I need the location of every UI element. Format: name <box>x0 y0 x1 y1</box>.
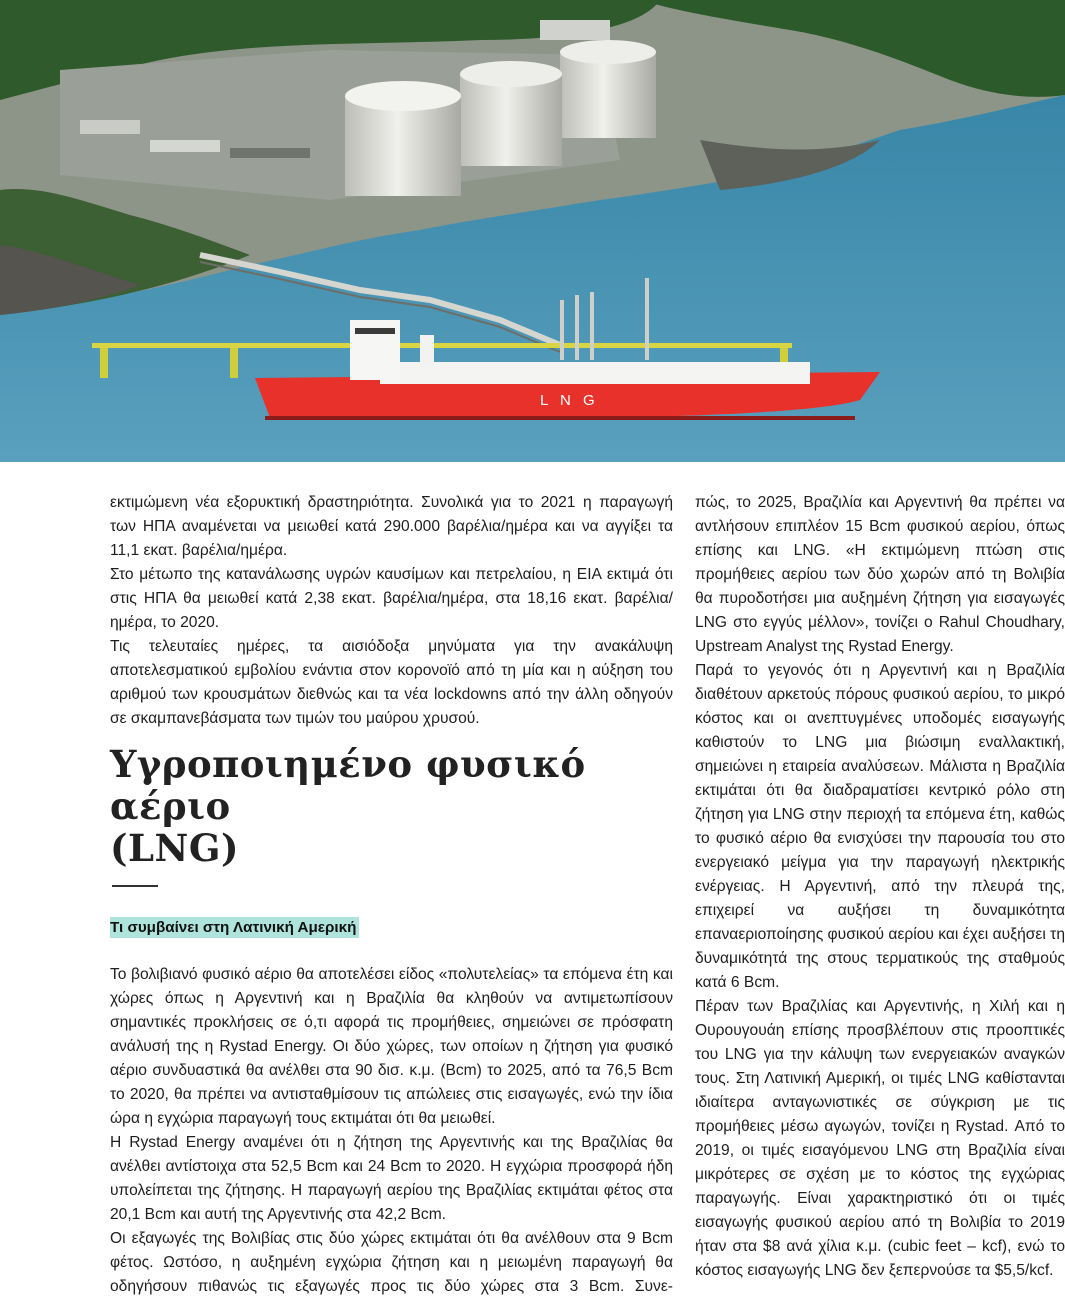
body-paragraph-3: Οι εξαγωγές της Βολιβίας στις δύο χώρες εκτιμάται ότι θα ανέλθουν στα 9 Bcm φέτος. Ωστόσο, η αυξημένη εγχώρια ζήτηση και η μειωμένη παραγωγή θα οδηγήσουν πιθανώς τις εξαγωγές προς τις δύο χώρες στα 3 Bcm. Συνε- <box>110 1230 673 1295</box>
intro-paragraph-2: Στο μέτωπο της κατανάλωσης υγρών καυσίμων και πετρελαίου, η ΕΙΑ εκτιμά ότι στις ΗΠΑ θα μειωθεί κατά 2,38 εκατ. βαρέλια/ημέρα, στα 18,16 εκατ. βαρέλια/ημέρα, το 2020. <box>110 566 673 631</box>
right-paragraph-1: πώς, το 2025, Βραζιλία και Αργεντινή θα πρέπει να αντλήσουν επιπλέον 15 Bcm φυσικού αερίου, όπως επίσης και LNG. «Η εκτιμώμενη πτώση στις προμήθειες αερίου των δύο χωρών από τη Βολιβία θα πυροδοτήσει μια αυξημένη ζήτηση για εισαγωγές LNG στο εγγύς μέλλον», τονίζει ο Rahul Choudhary, Upstream Analyst της Rystad Energy. <box>695 494 1065 655</box>
intro-paragraph-3: Τις τελευταίες ημέρες, τα αισιόδοξα μηνύματα για την ανακάλυψη αποτελεσματικού εμβολίου ενάντια στον κορονοϊό από τη μία και η αύξηση του αριθμού των κρουσμάτων διεθνώς και τα νέα lockdowns από την άλλη οδηγούν σε σκαμπανεβάσματα των τιμών του μαύρου χρυσού. <box>110 638 673 727</box>
right-paragraph-2: Παρά το γεγονός ότι η Αργεντινή και η Βραζιλία διαθέτουν αρκετούς πόρους φυσικού αερίου, το μικρό κόστος και οι ανεπτυγμένες υποδομές εισαγωγής καθιστούν το LNG μια βιώσιμη εναλλακτική, σημειώνει η εταιρεία αναλύσεων. Μάλιστα η Βραζιλία εκτιμάται ότι θα διαδραματίσει κεντρικό ρόλο στη ζήτηση για LNG στην περιοχή τα επόμενα έτη, καθώς το φυσικό αέριο θα ενισχύσει την παρουσία του στο ενεργειακό μείγμα για την παραγωγή ηλεκτρικής ενέργειας. Η Αργεντινή, από την πλευρά της, επιχειρεί να αυξήσει τη δυναμικότητα επαναεριοποίησης φυσικού αερίου και έχει αυξήσει τη δυναμικότητά της στους τερματικούς της σταθμούς κατά 6 Bcm. <box>695 662 1065 991</box>
right-column <box>695 491 1065 1283</box>
heading-divider <box>112 885 158 887</box>
left-column <box>110 491 673 1299</box>
section-heading-line-1: Υγροποιημένο φυσικό αέριο <box>110 742 586 828</box>
intro-paragraph-1: εκτιμώμενη νέα εξορυκτική δραστηριότητα. Συνολικά για το 2021 η παραγωγή των ΗΠΑ αναμένεται να μειωθεί κατά 290.000 βαρέλια/ημέρα και να αγγίξει τα 11,1 εκατ. βαρέλια/ημέρα. <box>110 494 673 559</box>
lng-terminal-photo <box>0 0 1065 462</box>
right-paragraph-3: Πέραν των Βραζιλίας και Αργεντινής, η Χιλή και η Ουρουγουάη επίσης προσβλέπουν στις προοπτικές του LNG για την κάλυψη των ενεργειακών αναγκών τους. Στη Λατινική Αμερική, οι τιμές LNG καθίστανται ιδιαίτερα ανταγωνιστικές σε σύγκριση με τις προμήθειες μέσω αγωγών, τονίζει η Rystad. Από το 2019, οι τιμές εισαγόμενου LNG στη Βραζιλία είναι μικρότερες σε σχέση με το κόστος της εγχώριας παραγωγής. Είναι χαρακτηριστικό ότι οι τιμές εισαγωγής φυσικού αερίου από τη Βολιβία το 2019 ήταν στα $8 ανά χίλια κ.μ. (cubic feet – kcf), ενώ το κόστος εισαγωγής LNG δεν ξεπερνούσε τα $5,5/kcf. <box>695 998 1065 1279</box>
body-paragraph-2: Η Rystad Energy αναμένει ότι η ζήτηση της Αργεντινής και της Βραζιλίας θα ανέλθει αντίστοιχα στα 52,5 Bcm και 24 Bcm το 2020. Η εγχώρια προσφορά ήδη υπολείπεται της ζήτησης. Η παραγωγή αερίου της Βραζιλίας εκτιμάται φέτος στα 20,1 Bcm και αυτή της Αργεντινής στα 42,2 Bcm. <box>110 1134 673 1223</box>
ship-lng-label: L N G <box>540 392 599 409</box>
body-paragraph-1: Το βολιβιανό φυσικό αέριο θα αποτελέσει είδος «πολυτελείας» τα επόμενα έτη και χώρες όπως η Αργεντινή και η Βραζιλία θα κληθούν να αντιμετωπίσουν σημαντικές προκλήσεις σε ό,τι αφορά τις προμήθειες, σημειώνει σε πρόσφατη ανάλυσή της η Rystad Energy. Οι δύο χώρες, των οποίων η ζήτηση για φυσικό αέριο συνδυαστικά θα ανέλθει στα 90 δισ. κ.μ. (Bcm) το 2025, από τα 76,5 Bcm το 2020, θα πρέπει να αντισταθμίσουν τις απώλειες στις εισαγωγές, ενώ την ίδια ώρα η εγχώρια παραγωγή τους εκτιμάται ότι θα μειωθεί. <box>110 966 673 1127</box>
subheading-latin-america: Τι συμβαίνει στη Λατινική Αμερική <box>110 917 359 938</box>
section-heading <box>110 743 673 869</box>
section-heading-line-2: (LNG) <box>110 826 239 870</box>
